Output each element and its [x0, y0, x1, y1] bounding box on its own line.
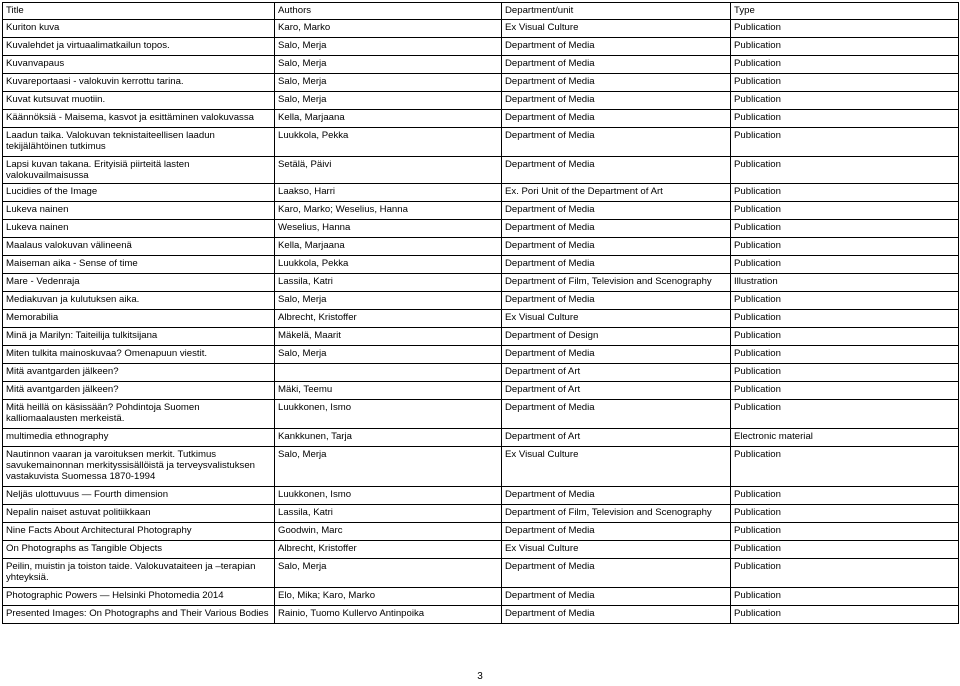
cell-title: Maiseman aika - Sense of time	[3, 256, 275, 274]
cell-type: Publication	[731, 128, 959, 157]
table-row	[3, 238, 959, 256]
cell-title: Nautinnon vaaran ja varoituksen merkit. Tutkimus savukemainonnan merkityssisällöistä ja terveysvalistuksen vastakuvista Suomessa 1870-1994	[3, 447, 275, 487]
cell-authors: Lassila, Katri	[275, 505, 502, 523]
table-row	[3, 92, 959, 110]
cell-department: Department of Media	[502, 606, 731, 624]
cell-type: Electronic material	[731, 429, 959, 447]
cell-authors	[275, 364, 502, 382]
cell-type: Publication	[731, 523, 959, 541]
cell-title: Lukeva nainen	[3, 220, 275, 238]
table-row	[3, 110, 959, 128]
cell-department: Department of Art	[502, 364, 731, 382]
cell-title: Käännöksiä - Maisema, kasvot ja esittäminen valokuvassa	[3, 110, 275, 128]
cell-department: Ex Visual Culture	[502, 447, 731, 487]
cell-authors: Kankkunen, Tarja	[275, 429, 502, 447]
cell-title: Kuvalehdet ja virtuaalimatkailun topos.	[3, 38, 275, 56]
cell-authors: Salo, Merja	[275, 56, 502, 74]
cell-type: Publication	[731, 328, 959, 346]
table-row	[3, 256, 959, 274]
cell-title: Kuvareportaasi - valokuvin kerrottu tarina.	[3, 74, 275, 92]
cell-type: Publication	[731, 382, 959, 400]
cell-type: Publication	[731, 447, 959, 487]
cell-type: Publication	[731, 559, 959, 588]
cell-department: Department of Media	[502, 220, 731, 238]
cell-type: Publication	[731, 56, 959, 74]
cell-type: Publication	[731, 505, 959, 523]
table-row	[3, 429, 959, 447]
cell-department: Ex Visual Culture	[502, 310, 731, 328]
cell-authors: Karo, Marko	[275, 20, 502, 38]
cell-title: Lukeva nainen	[3, 202, 275, 220]
table-row	[3, 274, 959, 292]
table-row	[3, 128, 959, 157]
cell-department: Department of Media	[502, 292, 731, 310]
cell-department: Department of Media	[502, 92, 731, 110]
cell-type: Publication	[731, 238, 959, 256]
cell-authors: Kella, Marjaana	[275, 238, 502, 256]
cell-department: Ex Visual Culture	[502, 20, 731, 38]
cell-type: Publication	[731, 92, 959, 110]
cell-type: Publication	[731, 292, 959, 310]
cell-title: Laadun taika. Valokuvan teknistaiteellisen laadun tekijälähtöinen tutkimus	[3, 128, 275, 157]
cell-department: Department of Media	[502, 202, 731, 220]
table-row	[3, 588, 959, 606]
cell-authors: Goodwin, Marc	[275, 523, 502, 541]
header-authors: Authors	[275, 3, 502, 20]
cell-authors: Luukkola, Pekka	[275, 128, 502, 157]
cell-department: Department of Media	[502, 56, 731, 74]
page-number: 3	[477, 671, 483, 682]
table-row	[3, 487, 959, 505]
cell-type: Publication	[731, 38, 959, 56]
cell-type: Publication	[731, 541, 959, 559]
cell-type: Publication	[731, 400, 959, 429]
cell-authors: Setälä, Päivi	[275, 157, 502, 184]
header-row	[3, 3, 959, 20]
cell-department: Department of Media	[502, 588, 731, 606]
cell-type: Publication	[731, 184, 959, 202]
header-department: Department/unit	[502, 3, 731, 20]
cell-authors: Mäki, Teemu	[275, 382, 502, 400]
cell-type: Illustration	[731, 274, 959, 292]
cell-department: Ex. Pori Unit of the Department of Art	[502, 184, 731, 202]
cell-department: Department of Art	[502, 429, 731, 447]
cell-authors: Luukkola, Pekka	[275, 256, 502, 274]
table-row	[3, 400, 959, 429]
cell-department: Department of Media	[502, 346, 731, 364]
table-row	[3, 346, 959, 364]
cell-type: Publication	[731, 110, 959, 128]
cell-authors: Elo, Mika; Karo, Marko	[275, 588, 502, 606]
cell-type: Publication	[731, 74, 959, 92]
cell-title: Mediakuvan ja kulutuksen aika.	[3, 292, 275, 310]
cell-type: Publication	[731, 588, 959, 606]
cell-type: Publication	[731, 256, 959, 274]
cell-title: Photographic Powers — Helsinki Photomedia 2014	[3, 588, 275, 606]
table-row	[3, 38, 959, 56]
cell-department: Department of Media	[502, 256, 731, 274]
cell-authors: Kella, Marjaana	[275, 110, 502, 128]
cell-department: Department of Media	[502, 74, 731, 92]
cell-title: Kuriton kuva	[3, 20, 275, 38]
cell-department: Department of Media	[502, 400, 731, 429]
cell-title: Nine Facts About Architectural Photography	[3, 523, 275, 541]
cell-title: Nepalin naiset astuvat politiikkaan	[3, 505, 275, 523]
cell-authors: Albrecht, Kristoffer	[275, 541, 502, 559]
cell-title: Kuvanvapaus	[3, 56, 275, 74]
cell-title: Maalaus valokuvan välineenä	[3, 238, 275, 256]
cell-title: Minä ja Marilyn: Taiteilija tulkitsijana	[3, 328, 275, 346]
cell-type: Publication	[731, 364, 959, 382]
cell-title: multimedia ethnography	[3, 429, 275, 447]
table-row	[3, 606, 959, 624]
cell-authors: Salo, Merja	[275, 74, 502, 92]
cell-department: Department of Media	[502, 238, 731, 256]
publications-table	[2, 2, 959, 624]
cell-title: Mitä avantgarden jälkeen?	[3, 364, 275, 382]
cell-authors: Luukkonen, Ismo	[275, 487, 502, 505]
cell-type: Publication	[731, 220, 959, 238]
cell-department: Department of Media	[502, 157, 731, 184]
table-row	[3, 157, 959, 184]
header-title: Title	[3, 3, 275, 20]
cell-department: Department of Design	[502, 328, 731, 346]
cell-department: Department of Media	[502, 487, 731, 505]
header-type: Type	[731, 3, 959, 20]
table-row	[3, 447, 959, 487]
cell-title: Miten tulkita mainoskuvaa? Omenapuun viestit.	[3, 346, 275, 364]
table-row	[3, 20, 959, 38]
cell-type: Publication	[731, 310, 959, 328]
cell-type: Publication	[731, 202, 959, 220]
cell-department: Department of Film, Television and Scenography	[502, 274, 731, 292]
table-row	[3, 505, 959, 523]
cell-authors: Luukkonen, Ismo	[275, 400, 502, 429]
cell-authors: Lassila, Katri	[275, 274, 502, 292]
table-row	[3, 220, 959, 238]
cell-type: Publication	[731, 487, 959, 505]
cell-authors: Weselius, Hanna	[275, 220, 502, 238]
cell-type: Publication	[731, 20, 959, 38]
cell-type: Publication	[731, 346, 959, 364]
table-row	[3, 559, 959, 588]
cell-department: Department of Media	[502, 38, 731, 56]
table-row	[3, 202, 959, 220]
cell-authors: Salo, Merja	[275, 346, 502, 364]
cell-title: Mitä heillä on käsissään? Pohdintoja Suomen kalliomaalausten merkeistä.	[3, 400, 275, 429]
cell-title: Kuvat kutsuvat muotiin.	[3, 92, 275, 110]
cell-title: Memorabilia	[3, 310, 275, 328]
cell-type: Publication	[731, 157, 959, 184]
cell-authors: Mäkelä, Maarit	[275, 328, 502, 346]
cell-authors: Rainio, Tuomo Kullervo Antinpoika	[275, 606, 502, 624]
cell-department: Ex Visual Culture	[502, 541, 731, 559]
cell-title: On Photographs as Tangible Objects	[3, 541, 275, 559]
cell-authors: Salo, Merja	[275, 38, 502, 56]
cell-title: Neljäs ulottuvuus — Fourth dimension	[3, 487, 275, 505]
cell-title: Lapsi kuvan takana. Erityisiä piirteitä lasten valokuvailmaisussa	[3, 157, 275, 184]
table-row	[3, 523, 959, 541]
cell-department: Department of Media	[502, 559, 731, 588]
table-row	[3, 382, 959, 400]
cell-authors: Laakso, Harri	[275, 184, 502, 202]
cell-title: Mare - Vedenraja	[3, 274, 275, 292]
table-row	[3, 364, 959, 382]
table-row	[3, 541, 959, 559]
cell-authors: Salo, Merja	[275, 447, 502, 487]
cell-authors: Karo, Marko; Weselius, Hanna	[275, 202, 502, 220]
cell-title: Lucidies of the Image	[3, 184, 275, 202]
cell-authors: Salo, Merja	[275, 92, 502, 110]
cell-department: Department of Art	[502, 382, 731, 400]
cell-type: Publication	[731, 606, 959, 624]
table-row	[3, 56, 959, 74]
cell-authors: Salo, Merja	[275, 292, 502, 310]
cell-department: Department of Media	[502, 110, 731, 128]
cell-authors: Salo, Merja	[275, 559, 502, 588]
table-row	[3, 292, 959, 310]
cell-title: Peilin, muistin ja toiston taide. Valokuvataiteen ja –terapian yhteyksiä.	[3, 559, 275, 588]
table-row	[3, 328, 959, 346]
table-row	[3, 310, 959, 328]
table-row	[3, 74, 959, 92]
table-row	[3, 184, 959, 202]
cell-department: Department of Media	[502, 523, 731, 541]
cell-department: Department of Film, Television and Scenography	[502, 505, 731, 523]
cell-title: Presented Images: On Photographs and Their Various Bodies	[3, 606, 275, 624]
cell-department: Department of Media	[502, 128, 731, 157]
cell-authors: Albrecht, Kristoffer	[275, 310, 502, 328]
cell-title: Mitä avantgarden jälkeen?	[3, 382, 275, 400]
